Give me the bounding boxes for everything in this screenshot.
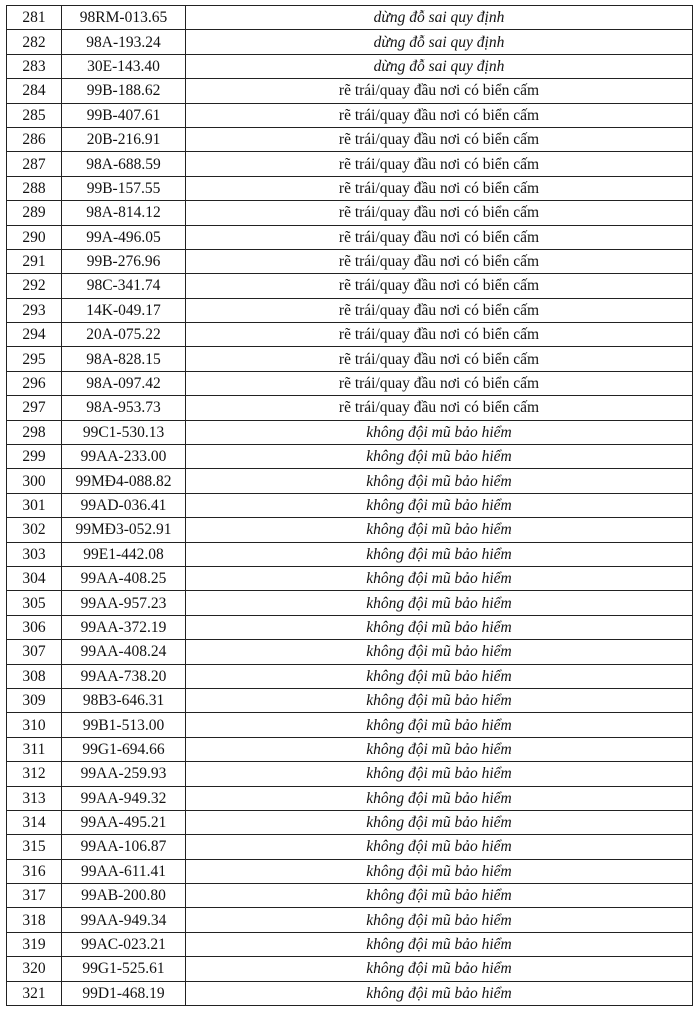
row-index-cell: 308 — [7, 664, 62, 688]
license-plate-cell: 99AD-036.41 — [62, 493, 186, 517]
violation-cell: không đội mũ bảo hiểm — [186, 957, 693, 981]
license-plate-cell: 99AA-495.21 — [62, 810, 186, 834]
row-index-cell: 287 — [7, 152, 62, 176]
table-row — [7, 298, 693, 322]
violation-cell: dừng đỗ sai quy định — [186, 54, 693, 78]
violation-cell: không đội mũ bảo hiểm — [186, 664, 693, 688]
row-index-cell: 309 — [7, 688, 62, 712]
license-plate-cell: 99B-276.96 — [62, 249, 186, 273]
license-plate-cell: 99AC-023.21 — [62, 932, 186, 956]
violation-cell: rẽ trái/quay đầu nơi có biển cấm — [186, 79, 693, 103]
table-row — [7, 469, 693, 493]
license-plate-cell: 99C1-530.13 — [62, 420, 186, 444]
violation-cell: rẽ trái/quay đầu nơi có biển cấm — [186, 225, 693, 249]
row-index-cell: 314 — [7, 810, 62, 834]
table-row — [7, 274, 693, 298]
table-row — [7, 152, 693, 176]
license-plate-cell: 99AA-233.00 — [62, 445, 186, 469]
license-plate-cell: 98RM-013.65 — [62, 6, 186, 30]
table-row — [7, 591, 693, 615]
table-row — [7, 103, 693, 127]
table-row — [7, 688, 693, 712]
row-index-cell: 313 — [7, 786, 62, 810]
violation-cell: không đội mũ bảo hiểm — [186, 762, 693, 786]
row-index-cell: 306 — [7, 615, 62, 639]
table-row — [7, 908, 693, 932]
row-index-cell: 294 — [7, 323, 62, 347]
row-index-cell: 320 — [7, 957, 62, 981]
table-row — [7, 518, 693, 542]
license-plate-cell: 99AA-259.93 — [62, 762, 186, 786]
row-index-cell: 303 — [7, 542, 62, 566]
license-plate-cell: 99B-188.62 — [62, 79, 186, 103]
violation-cell: không đội mũ bảo hiểm — [186, 420, 693, 444]
violation-cell: không đội mũ bảo hiểm — [186, 542, 693, 566]
row-index-cell: 302 — [7, 518, 62, 542]
table-row — [7, 786, 693, 810]
violation-cell: không đội mũ bảo hiểm — [186, 981, 693, 1005]
table-row — [7, 249, 693, 273]
row-index-cell: 319 — [7, 932, 62, 956]
license-plate-cell: 99MĐ3-052.91 — [62, 518, 186, 542]
license-plate-cell: 98A-193.24 — [62, 30, 186, 54]
violation-cell: rẽ trái/quay đầu nơi có biển cấm — [186, 127, 693, 151]
table-row — [7, 323, 693, 347]
table-row — [7, 201, 693, 225]
table-row — [7, 884, 693, 908]
table-row — [7, 420, 693, 444]
row-index-cell: 283 — [7, 54, 62, 78]
license-plate-cell: 20B-216.91 — [62, 127, 186, 151]
row-index-cell: 282 — [7, 30, 62, 54]
row-index-cell: 293 — [7, 298, 62, 322]
row-index-cell: 311 — [7, 737, 62, 761]
table-row — [7, 347, 693, 371]
violation-cell: không đội mũ bảo hiểm — [186, 908, 693, 932]
violation-cell: rẽ trái/quay đầu nơi có biển cấm — [186, 103, 693, 127]
violation-cell: không đội mũ bảo hiểm — [186, 737, 693, 761]
violation-cell: rẽ trái/quay đầu nơi có biển cấm — [186, 152, 693, 176]
license-plate-cell: 99AA-106.87 — [62, 835, 186, 859]
row-index-cell: 297 — [7, 396, 62, 420]
table-row — [7, 30, 693, 54]
license-plate-cell: 99AA-738.20 — [62, 664, 186, 688]
row-index-cell: 285 — [7, 103, 62, 127]
row-index-cell: 284 — [7, 79, 62, 103]
violation-cell: không đội mũ bảo hiểm — [186, 591, 693, 615]
violation-cell: rẽ trái/quay đầu nơi có biển cấm — [186, 323, 693, 347]
violation-cell: rẽ trái/quay đầu nơi có biển cấm — [186, 249, 693, 273]
row-index-cell: 321 — [7, 981, 62, 1005]
row-index-cell: 310 — [7, 713, 62, 737]
table-row — [7, 640, 693, 664]
license-plate-cell: 98C-341.74 — [62, 274, 186, 298]
license-plate-cell: 98A-688.59 — [62, 152, 186, 176]
table-row — [7, 664, 693, 688]
table-row — [7, 615, 693, 639]
row-index-cell: 304 — [7, 566, 62, 590]
row-index-cell: 298 — [7, 420, 62, 444]
row-index-cell: 281 — [7, 6, 62, 30]
document-page — [6, 5, 692, 1006]
license-plate-cell: 99E1-442.08 — [62, 542, 186, 566]
violation-cell: không đội mũ bảo hiểm — [186, 566, 693, 590]
violation-cell: không đội mũ bảo hiểm — [186, 810, 693, 834]
row-index-cell: 289 — [7, 201, 62, 225]
table-row — [7, 981, 693, 1005]
violation-cell: không đội mũ bảo hiểm — [186, 835, 693, 859]
violation-cell: không đội mũ bảo hiểm — [186, 493, 693, 517]
table-row — [7, 176, 693, 200]
table-row — [7, 54, 693, 78]
violation-cell: không đội mũ bảo hiểm — [186, 445, 693, 469]
row-index-cell: 316 — [7, 859, 62, 883]
license-plate-cell: 99G1-694.66 — [62, 737, 186, 761]
violation-cell: không đội mũ bảo hiểm — [186, 518, 693, 542]
table-row — [7, 127, 693, 151]
violation-cell: không đội mũ bảo hiểm — [186, 884, 693, 908]
row-index-cell: 288 — [7, 176, 62, 200]
violation-cell: không đội mũ bảo hiểm — [186, 615, 693, 639]
violation-cell: rẽ trái/quay đầu nơi có biển cấm — [186, 274, 693, 298]
license-plate-cell: 99AB-200.80 — [62, 884, 186, 908]
license-plate-cell: 98A-097.42 — [62, 371, 186, 395]
license-plate-cell: 99MĐ4-088.82 — [62, 469, 186, 493]
license-plate-cell: 30E-143.40 — [62, 54, 186, 78]
license-plate-cell: 99AA-372.19 — [62, 615, 186, 639]
row-index-cell: 292 — [7, 274, 62, 298]
table-row — [7, 445, 693, 469]
license-plate-cell: 99AA-611.41 — [62, 859, 186, 883]
violation-cell: dừng đỗ sai quy định — [186, 30, 693, 54]
violation-table-body — [7, 6, 693, 1006]
table-row — [7, 371, 693, 395]
table-row — [7, 810, 693, 834]
license-plate-cell: 99AA-949.32 — [62, 786, 186, 810]
row-index-cell: 312 — [7, 762, 62, 786]
row-index-cell: 290 — [7, 225, 62, 249]
violation-cell: không đội mũ bảo hiểm — [186, 932, 693, 956]
violation-cell: dừng đỗ sai quy định — [186, 6, 693, 30]
table-row — [7, 79, 693, 103]
license-plate-cell: 98A-953.73 — [62, 396, 186, 420]
license-plate-cell: 99AA-408.25 — [62, 566, 186, 590]
violation-cell: rẽ trái/quay đầu nơi có biển cấm — [186, 371, 693, 395]
violation-table — [6, 5, 693, 1006]
table-row — [7, 932, 693, 956]
license-plate-cell: 99B-157.55 — [62, 176, 186, 200]
row-index-cell: 291 — [7, 249, 62, 273]
row-index-cell: 286 — [7, 127, 62, 151]
row-index-cell: 317 — [7, 884, 62, 908]
table-row — [7, 396, 693, 420]
row-index-cell: 299 — [7, 445, 62, 469]
license-plate-cell: 99AA-949.34 — [62, 908, 186, 932]
license-plate-cell: 99G1-525.61 — [62, 957, 186, 981]
license-plate-cell: 98A-814.12 — [62, 201, 186, 225]
violation-cell: rẽ trái/quay đầu nơi có biển cấm — [186, 396, 693, 420]
violation-cell: không đội mũ bảo hiểm — [186, 688, 693, 712]
license-plate-cell: 99B-407.61 — [62, 103, 186, 127]
violation-cell: không đội mũ bảo hiểm — [186, 640, 693, 664]
license-plate-cell: 99AA-957.23 — [62, 591, 186, 615]
license-plate-cell: 99B1-513.00 — [62, 713, 186, 737]
license-plate-cell: 98A-828.15 — [62, 347, 186, 371]
violation-cell: không đội mũ bảo hiểm — [186, 786, 693, 810]
violation-cell: rẽ trái/quay đầu nơi có biển cấm — [186, 201, 693, 225]
table-row — [7, 6, 693, 30]
license-plate-cell: 14K-049.17 — [62, 298, 186, 322]
row-index-cell: 295 — [7, 347, 62, 371]
license-plate-cell: 20A-075.22 — [62, 323, 186, 347]
violation-cell: rẽ trái/quay đầu nơi có biển cấm — [186, 298, 693, 322]
license-plate-cell: 99D1-468.19 — [62, 981, 186, 1005]
violation-cell: không đội mũ bảo hiểm — [186, 859, 693, 883]
license-plate-cell: 99AA-408.24 — [62, 640, 186, 664]
table-row — [7, 762, 693, 786]
violation-cell: rẽ trái/quay đầu nơi có biển cấm — [186, 176, 693, 200]
table-row — [7, 566, 693, 590]
row-index-cell: 296 — [7, 371, 62, 395]
row-index-cell: 307 — [7, 640, 62, 664]
row-index-cell: 318 — [7, 908, 62, 932]
license-plate-cell: 98B3-646.31 — [62, 688, 186, 712]
table-row — [7, 737, 693, 761]
table-row — [7, 713, 693, 737]
violation-cell: rẽ trái/quay đầu nơi có biển cấm — [186, 347, 693, 371]
row-index-cell: 301 — [7, 493, 62, 517]
violation-cell: không đội mũ bảo hiểm — [186, 713, 693, 737]
table-row — [7, 835, 693, 859]
violation-cell: không đội mũ bảo hiểm — [186, 469, 693, 493]
license-plate-cell: 99A-496.05 — [62, 225, 186, 249]
table-row — [7, 957, 693, 981]
table-row — [7, 493, 693, 517]
row-index-cell: 305 — [7, 591, 62, 615]
row-index-cell: 315 — [7, 835, 62, 859]
table-row — [7, 542, 693, 566]
table-row — [7, 225, 693, 249]
table-row — [7, 859, 693, 883]
row-index-cell: 300 — [7, 469, 62, 493]
